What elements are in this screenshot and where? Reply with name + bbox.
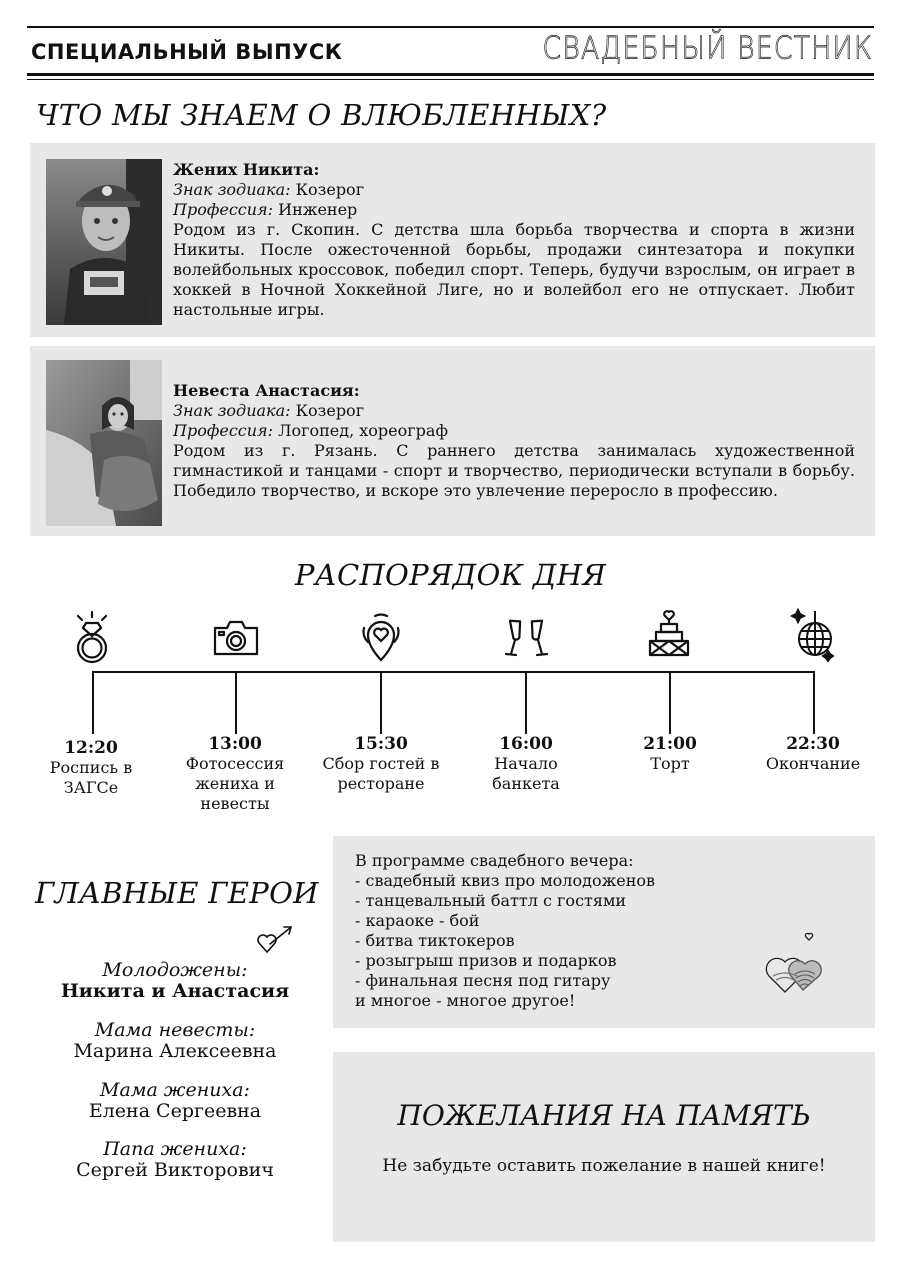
timeline-tick <box>235 671 237 734</box>
timeline-tick <box>92 671 94 734</box>
wishes-title: ПОЖЕЛАНИЯ НА ПАМЯТЬ <box>397 1099 811 1132</box>
timeline-tick <box>813 671 815 734</box>
timeline-event <box>306 734 456 794</box>
heroes-groom-mother <box>40 1080 310 1122</box>
header-bottom-rule <box>27 73 874 76</box>
groom-card <box>30 143 875 337</box>
hero-name: Марина Алексеевна <box>73 1040 277 1062</box>
bride-profession: Логопед, хореограф <box>273 421 448 440</box>
bride-name: Невеста Анастасия: <box>173 381 360 400</box>
groom-zodiac: Козерог <box>290 180 365 199</box>
hero-name: Елена Сергеевна <box>88 1100 262 1122</box>
champagne-glasses-icon <box>503 608 549 666</box>
groom-bio <box>173 160 855 320</box>
program-box <box>333 836 875 1028</box>
header-top-rule <box>27 26 874 28</box>
program-item: - танцевальный баттл с гостями <box>355 891 627 910</box>
heart-arrow-icon <box>254 922 294 956</box>
timeline-tick <box>525 671 527 734</box>
event-label: Торт <box>650 754 690 773</box>
special-issue-label: СПЕЦИАЛЬНЫЙ ВЫПУСК <box>31 40 343 64</box>
wedding-cake-icon <box>646 608 692 666</box>
hero-name: Сергей Викторович <box>76 1159 274 1181</box>
event-label: невесты <box>200 794 270 813</box>
location-heart-icon <box>358 608 404 666</box>
bride-description: Родом из г. Рязань. С раннего детства занималась художественной гимнастикой и танцами - спорт и творчество, периодически вступали в борьбу. Победило творчество, и вскоре это увлечение переросло в профессию. <box>173 441 855 500</box>
header-bottom-thin-rule <box>27 79 874 80</box>
bride-zodiac: Козерог <box>290 401 365 420</box>
masthead-title: СВАДЕБНЫЙ ВЕСТНИК <box>542 30 873 67</box>
hero-role: Мама жениха: <box>100 1079 250 1101</box>
bride-photo <box>46 360 162 526</box>
event-label: Окончание <box>765 754 861 773</box>
event-time: 15:30 <box>354 734 408 754</box>
heroes-bride-mother <box>40 1020 310 1062</box>
fingerprint-heart-icon <box>763 932 833 998</box>
bride-card <box>30 346 875 536</box>
event-time: 16:00 <box>499 734 553 754</box>
bride-zodiac-label: Знак зодиака: <box>173 401 291 420</box>
timeline-event <box>595 734 745 774</box>
groom-profession-label: Профессия: <box>173 200 274 219</box>
program-item: - финальная песня под гитару <box>355 971 611 990</box>
program-list <box>355 851 655 1011</box>
ring-icon <box>69 608 115 666</box>
timeline-event <box>738 734 888 774</box>
heroes-title: ГЛАВНЫЕ ГЕРОИ <box>35 876 319 910</box>
timeline-axis <box>92 671 815 673</box>
timeline-event <box>160 734 310 814</box>
event-label: ЗАГСе <box>63 778 119 797</box>
event-label: банкета <box>492 774 560 793</box>
timeline-event <box>451 734 601 794</box>
event-label: Начало <box>494 754 558 773</box>
bride-profession-label: Профессия: <box>173 421 274 440</box>
event-time: 12:20 <box>64 738 118 758</box>
program-item: - караоке - бой <box>355 911 480 930</box>
hero-role: Молодожены: <box>102 959 248 981</box>
event-time: 21:00 <box>643 734 697 754</box>
groom-name: Жених Никита: <box>173 160 320 179</box>
program-item: - свадебный квиз про молодоженов <box>355 871 656 890</box>
hero-name: Никита и Анастасия <box>60 980 290 1002</box>
heroes-groom-father <box>40 1139 310 1181</box>
groom-photo-image <box>46 159 162 325</box>
event-label: ресторане <box>337 774 425 793</box>
groom-zodiac-label: Знак зодиака: <box>173 180 291 199</box>
program-outro: и многое - многое другое! <box>355 991 576 1010</box>
schedule-title: РАСПОРЯДОК ДНЯ <box>294 558 607 592</box>
timeline-event <box>16 738 166 798</box>
program-intro: В программе свадебного вечера: <box>355 851 634 870</box>
event-time: 22:30 <box>786 734 840 754</box>
about-title: ЧТО МЫ ЗНАЕМ О ВЛЮБЛЕННЫХ? <box>36 98 607 132</box>
hero-role: Папа жениха: <box>103 1138 247 1160</box>
program-item: - битва тиктокеров <box>355 931 515 950</box>
bride-photo-image <box>46 360 162 526</box>
event-label: жениха и <box>195 774 275 793</box>
event-label: Сбор гостей в <box>322 754 440 773</box>
camera-icon <box>213 608 259 666</box>
hero-role: Мама невесты: <box>94 1019 256 1041</box>
timeline-tick <box>669 671 671 734</box>
timeline-tick <box>380 671 382 734</box>
program-item: - розыгрыш призов и подарков <box>355 951 617 970</box>
event-label: Фотосессия <box>185 754 285 773</box>
groom-profession: Инженер <box>273 200 358 219</box>
wishes-box <box>333 1052 875 1242</box>
groom-photo <box>46 159 162 325</box>
groom-description: Родом из г. Скопин. С детства шла борьба творчества и спорта в жизни Никиты. После ожесточенной борьбы, продажи синтезатора и покупки волейбольных кроссовок, победил спорт. Теперь, будучи взрослым, он играет в хоккей в Ночной Хоккейной Лиге, но и волейбол его не отпускает. Любит настольные игры. <box>173 220 855 319</box>
disco-ball-icon <box>790 608 836 666</box>
wishes-text: Не забудьте оставить пожелание в нашей книге! <box>382 1156 826 1176</box>
bride-bio <box>173 381 855 501</box>
event-time: 13:00 <box>208 734 262 754</box>
heroes-newlyweds <box>40 960 310 1002</box>
event-label: Роспись в <box>49 758 133 777</box>
